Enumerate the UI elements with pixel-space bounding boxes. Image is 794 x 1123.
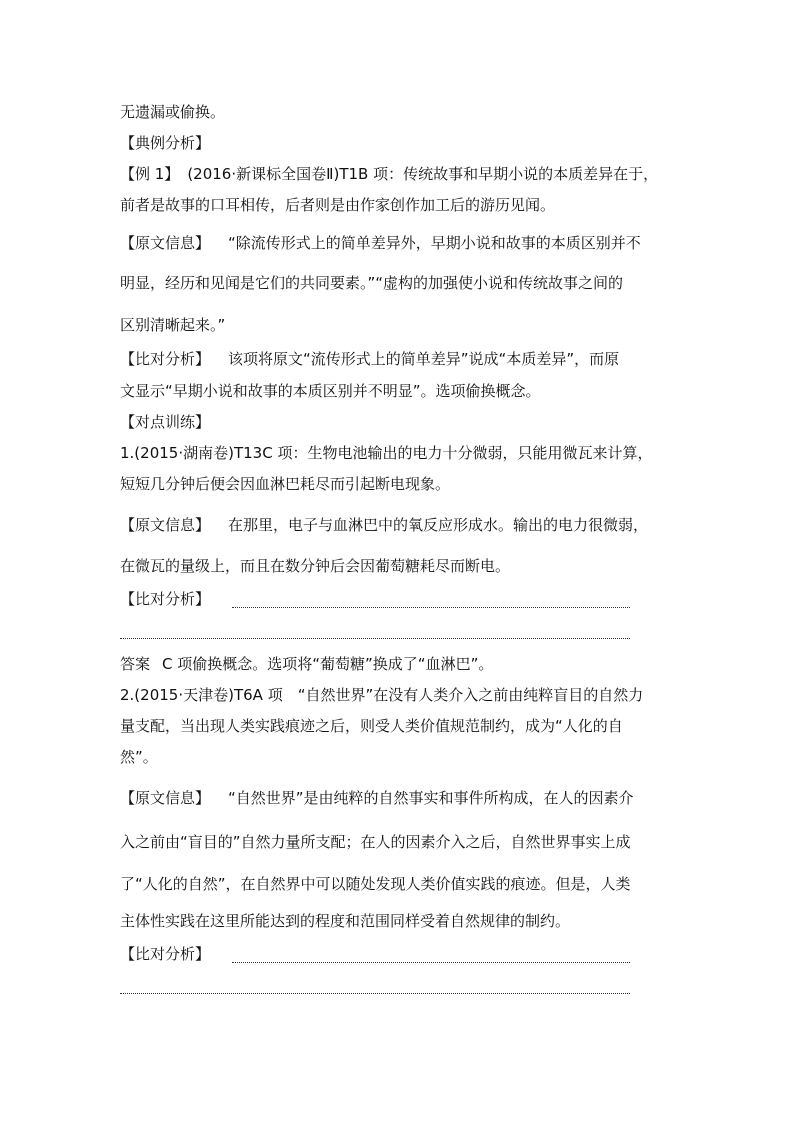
example-1-compare-line-1 bbox=[120, 344, 680, 375]
example-1-tag: 【例 1】 bbox=[120, 165, 180, 183]
question-1-source-line-2: 在微瓦的量级上，而且在数分钟后会因葡萄糖耗尽而断电。 bbox=[120, 557, 511, 575]
answer-text: C 项偷换概念。选项将“葡萄糖”换成了“血淋巴”。 bbox=[162, 655, 494, 673]
example-1-text: (2016·新课标全国卷Ⅱ)T1B 项：传统故事和早期小说的本质差异在于， bbox=[187, 165, 659, 183]
example-1-source-line-3: 区别清晰起来。” bbox=[120, 316, 226, 334]
question-1-answer bbox=[120, 649, 680, 680]
compare-text: 该项将原文“流传形式上的简单差异”说成“本质差异”，而原 bbox=[228, 350, 620, 368]
question-2-source-line-1 bbox=[120, 779, 680, 817]
question-1-line-1: 1.(2015·湖南卷)T13C 项：生物电池输出的电力十分微弱，只能用微瓦来计算， bbox=[120, 444, 653, 462]
section-heading-example: 【典例分析】 bbox=[120, 134, 211, 152]
question-2-source-line-2: 入之前由“盲目的”自然力量所支配；在人的因素介入之后，自然世界事实上成 bbox=[120, 833, 631, 851]
question-2-compare-tag: 【比对分析】 bbox=[120, 945, 211, 963]
example-1-line-1 bbox=[120, 159, 680, 190]
source-text: “除流传形式上的简单差异外，早期小说和故事的本质区别并不 bbox=[228, 234, 641, 252]
example-1-source-line-2: 明显，经历和见闻是它们的共同要素。”“虚构的加强使小说和传统故事之间的 bbox=[120, 274, 624, 292]
source-text: “自然世界”是由纯粹的自然事实和事件所构成，在人的因素介 bbox=[228, 789, 634, 807]
source-tag: 【原文信息】 bbox=[120, 516, 211, 534]
source-tag: 【原文信息】 bbox=[120, 789, 211, 807]
question-2-line-3: 然”。 bbox=[120, 748, 158, 766]
question-2-line-2: 量支配，当出现人类实践痕迹之后，则受人类价值规范制约，成为“人化的自 bbox=[120, 717, 623, 735]
answer-blank-line[interactable] bbox=[232, 607, 630, 608]
compare-tag: 【比对分析】 bbox=[120, 350, 211, 368]
question-2-source-line-3: 了“人化的自然”，在自然界中可以随处发现人类价值实践的痕迹。但是，人类 bbox=[120, 875, 631, 893]
example-1-line-2: 前者是故事的口耳相传，后者则是由作家创作加工后的游历见闻。 bbox=[120, 196, 556, 214]
section-heading-training: 【对点训练】 bbox=[120, 413, 211, 431]
question-1-compare-tag: 【比对分析】 bbox=[120, 590, 211, 608]
example-1-source-line-1 bbox=[120, 224, 680, 262]
question-1-source-line-1 bbox=[120, 506, 680, 544]
answer-blank-line[interactable] bbox=[120, 638, 630, 639]
source-text: 在那里，电子与血淋巴中的氧反应形成水。输出的电力很微弱， bbox=[228, 516, 649, 534]
question-2-line-1: 2.(2015·天津卷)T6A 项 “自然世界”在没有人类介入之前由纯粹盲目的自然力 bbox=[120, 686, 644, 704]
source-tag: 【原文信息】 bbox=[120, 234, 211, 252]
answer-blank-line[interactable] bbox=[120, 993, 630, 994]
question-2-source-line-4: 主体性实践在这里所能达到的程度和范围同样受着自然规律的制约。 bbox=[120, 912, 571, 930]
question-1-line-2: 短短几分钟后便会因血淋巴耗尽而引起断电现象。 bbox=[120, 475, 451, 493]
answer-label: 答案 bbox=[120, 655, 151, 673]
example-1-compare-line-2: 文显示“早期小说和故事的本质区别并不明显”。选项偷换概念。 bbox=[120, 382, 541, 400]
paragraph-continuation: 无遗漏或偷换。 bbox=[120, 103, 226, 121]
answer-blank-line[interactable] bbox=[232, 962, 630, 963]
